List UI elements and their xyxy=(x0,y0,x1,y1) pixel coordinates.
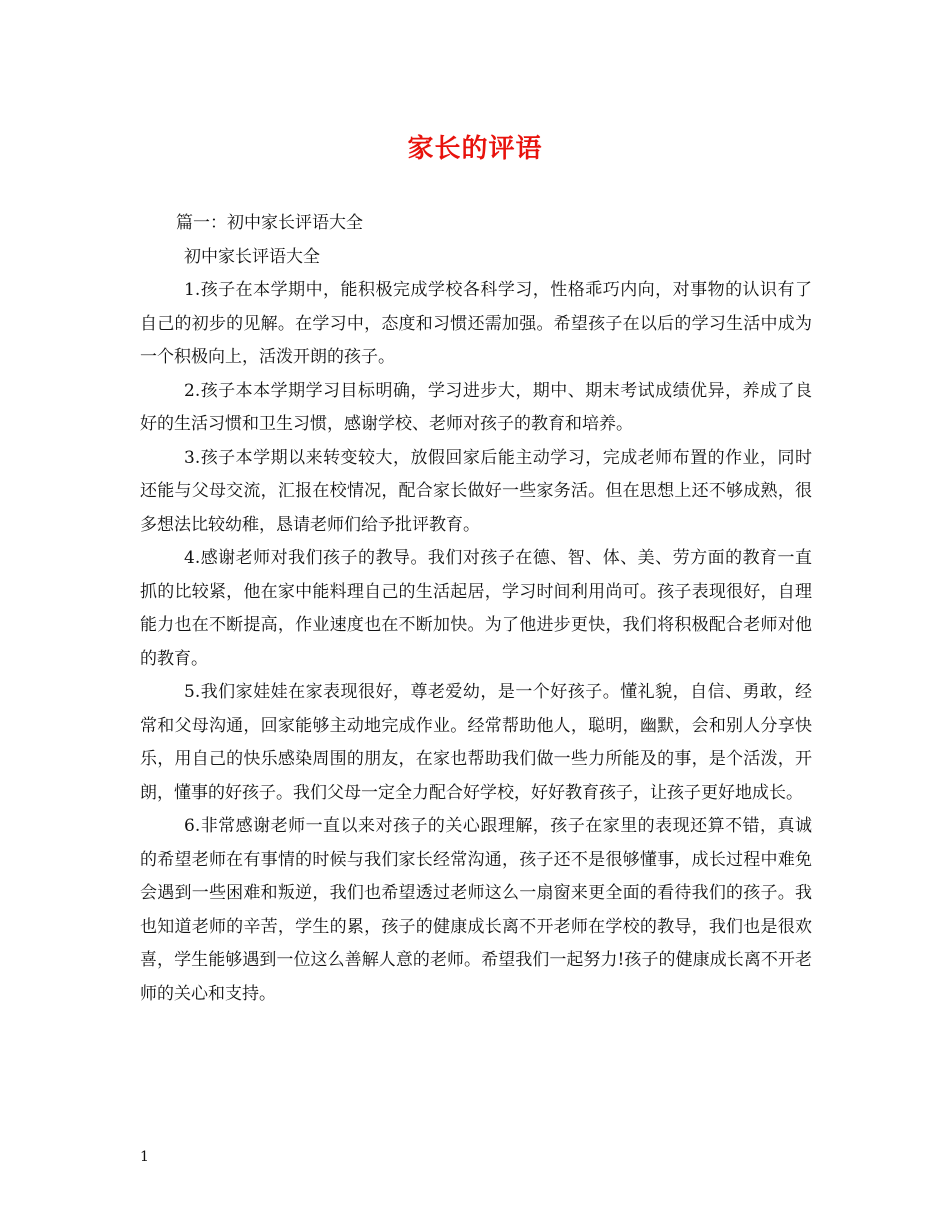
comment-paragraph-3: 3.孩子本学期以来转变较大，放假回家后能主动学习，完成老师布置的作业，同时还能与父母交流，汇报在校情况，配合家长做好一些家务活。但在思想上还不够成熟，很多想法比较幼稚，恳请老师们给予批评教育。 xyxy=(140,447,812,535)
comment-paragraph-6: 6.非常感谢老师一直以来对孩子的关心跟理解，孩子在家里的表现还算不错，真诚的希望老师在有事情的时候与我们家长经常沟通，孩子还不是很够懂事，成长过程中难免会遇到一些困难和叛逆，我们也希望透过老师这么一扇窗来更全面的看待我们的孩子。我也知道老师的辛苦，学生的累，孩子的健康成长离不开老师在学校的教导，我们也是很欢喜，学生能够遇到一位这么善解人意的老师。希望我们一起努力!孩子的健康成长离不开老师的关心和支持。 xyxy=(140,816,812,1004)
comment-paragraph-5: 5.我们家娃娃在家表现很好，尊老爱幼，是一个好孩子。懂礼貌，自信、勇敢，经常和父母沟通，回家能够主动地完成作业。经常帮助他人，聪明，幽默，会和别人分享快乐，用自己的快乐感染周围的朋友，在家也帮助我们做一些力所能及的事，是个活泼，开朗，懂事的好孩子。我们父母一定全力配合好学校，好好教育孩子，让孩子更好地成长。 xyxy=(140,682,812,803)
section-heading: 篇一：初中家长评语大全 xyxy=(176,213,363,233)
comment-paragraph-2: 2.孩子本本学期学习目标明确，学习进步大，期中、期末考试成绩优异，养成了良好的生活习惯和卫生习惯，感谢学校、老师对孩子的教育和培养。 xyxy=(140,380,812,434)
comment-paragraph-4: 4.感谢老师对我们孩子的教导。我们对孩子在德、智、体、美、劳方面的教育一直抓的比较紧，他在家中能料理自己的生活起居，学习时间利用尚可。孩子表现很好，自理能力也在不断提高，作业速度也在不断加快。为了他进步更快，我们将积极配合老师对他的教育。 xyxy=(140,548,812,669)
comment-paragraph-1: 1.孩子在本学期中，能积极完成学校各科学习，性格乖巧内向，对事物的认识有了自己的初步的见解。在学习中，态度和习惯还需加强。希望孩子在以后的学习生活中成为一个积极向上，活泼开朗的孩子。 xyxy=(140,280,812,367)
document-title: 家长的评语 xyxy=(407,134,543,164)
page-number: 1 xyxy=(140,1149,149,1165)
document-body xyxy=(140,207,812,1011)
sub-heading: 初中家长评语大全 xyxy=(184,246,320,267)
